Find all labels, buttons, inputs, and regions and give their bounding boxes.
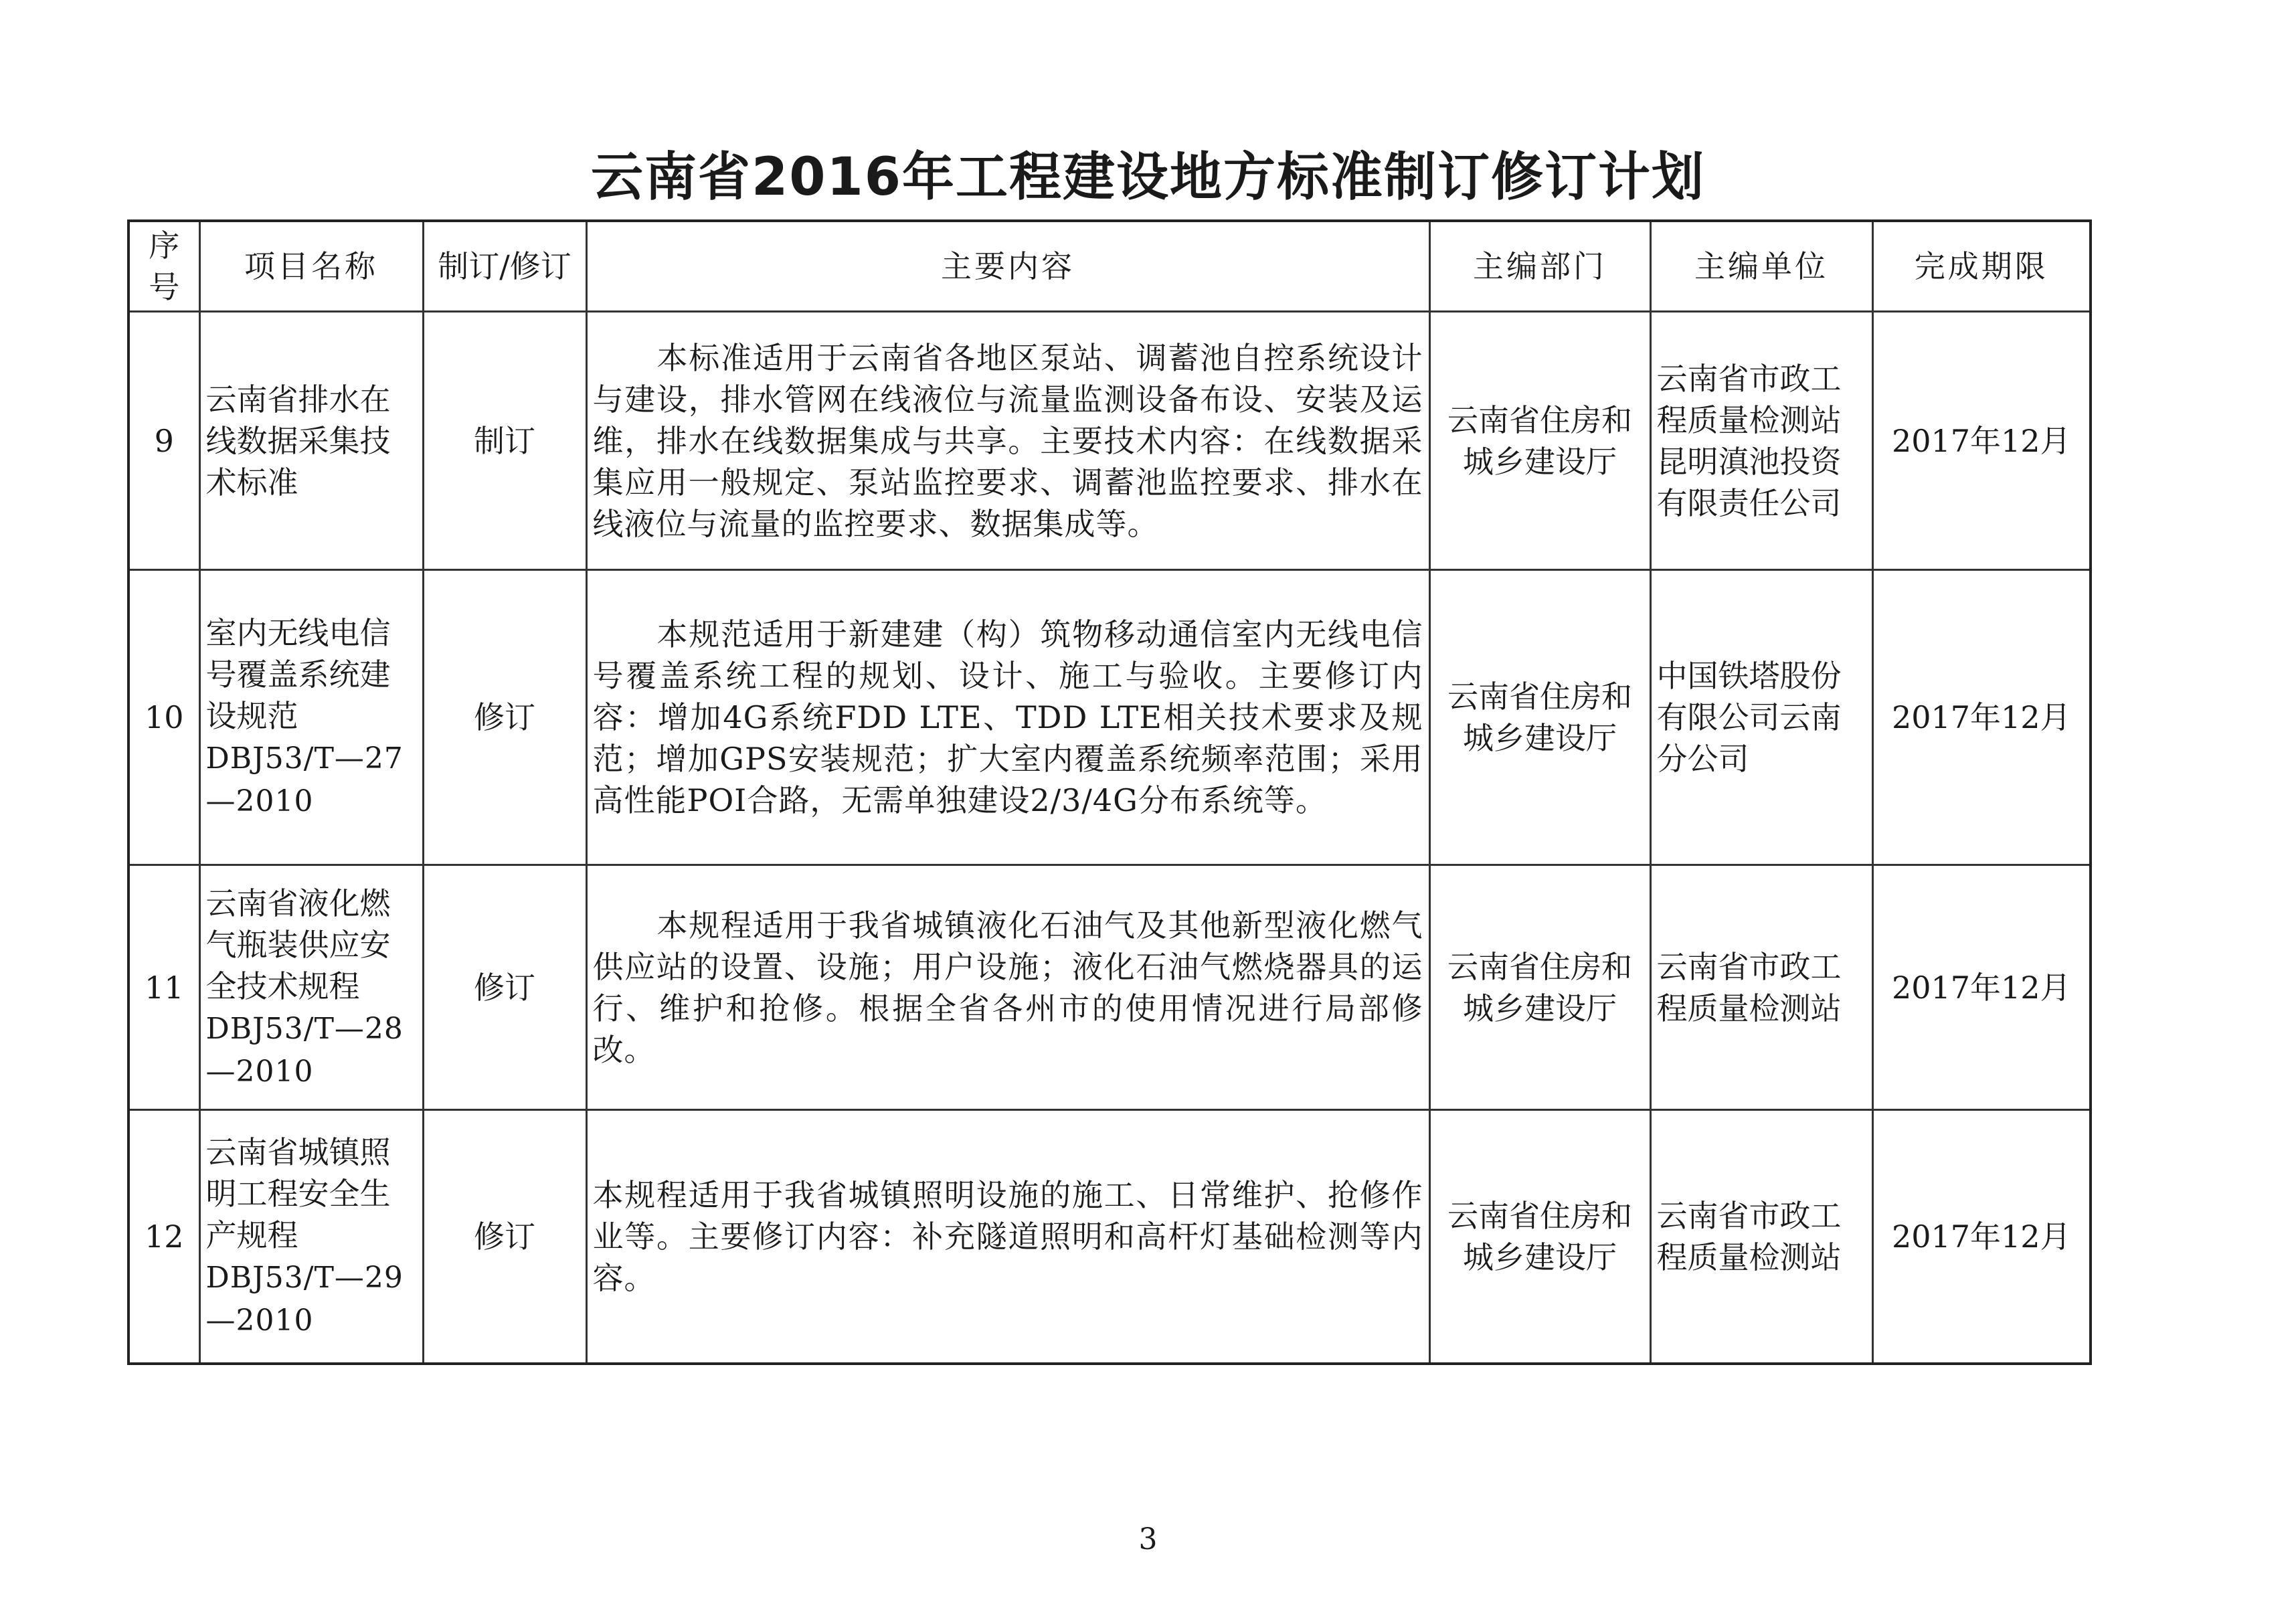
- plan-table: [127, 219, 2092, 1365]
- row-department: 云南省住房和城乡建设厅: [1429, 865, 1650, 1110]
- table-row: [128, 312, 2091, 570]
- row-index: 9: [128, 312, 199, 570]
- header-type: 制订/修订: [423, 221, 586, 312]
- row-deadline: 2017年12月: [1872, 865, 2091, 1110]
- table-row: [128, 570, 2091, 865]
- document-title: 云南省2016年工程建设地方标准制订修订计划: [590, 147, 1706, 207]
- row-content: [586, 570, 1429, 865]
- content-text: 本规程适用于我省城镇照明设施的施工、日常维护、抢修作业等。主要修订内容：补充隧道照明和高杆灯基础检测等内容。: [592, 1177, 1423, 1296]
- project-name: 云南省排水在线数据采集技术标准: [205, 381, 391, 501]
- header-department: 主编部门: [1429, 221, 1650, 312]
- project-code: DBJ53/T—27—2010: [205, 741, 404, 818]
- row-type: 修订: [423, 865, 586, 1110]
- row-type: 修订: [423, 570, 586, 865]
- row-unit: 云南省市政工程质量检测站: [1650, 865, 1872, 1110]
- project-name: 云南省城镇照明工程安全生产规程: [205, 1134, 391, 1253]
- row-deadline: 2017年12月: [1872, 570, 2091, 865]
- row-type: 修订: [423, 1110, 586, 1364]
- content-text: 本规范适用于新建建（构）筑物移动通信室内无线电信号覆盖系统工程的规划、设计、施工与验收。主要修订内容：增加4G系统FDD LTE、TDD LTE相关技术要求及规范；增加GPS安装规范；扩大室内覆盖系统频率范围；采用高性能POI合路，无需单独建设2/3/4G分布系统等。: [592, 616, 1423, 818]
- row-content: [586, 312, 1429, 570]
- row-content: [586, 865, 1429, 1110]
- header-content: 主要内容: [586, 221, 1429, 312]
- row-unit: 中国铁塔股份有限公司云南分公司: [1650, 570, 1872, 865]
- table-row: [128, 1110, 2091, 1364]
- project-name: 云南省液化燃气瓶装供应安全技术规程: [205, 885, 391, 1004]
- row-index: 12: [128, 1110, 199, 1364]
- project-name: 室内无线电信号覆盖系统建设规范: [205, 615, 391, 734]
- table-header-row: [128, 221, 2091, 312]
- header-project: 项目名称: [199, 221, 423, 312]
- content-text: 本规程适用于我省城镇液化石油气及其他新型液化燃气供应站的设置、设施；用户设施；液化石油气燃烧器具的运行、维护和抢修。根据全省各州市的使用情况进行局部修改。: [592, 907, 1423, 1068]
- row-project: [199, 312, 423, 570]
- row-content: [586, 1110, 1429, 1364]
- row-index: 11: [128, 865, 199, 1110]
- row-department: 云南省住房和城乡建设厅: [1429, 312, 1650, 570]
- header-index: 序号: [128, 221, 199, 312]
- row-deadline: 2017年12月: [1872, 1110, 2091, 1364]
- page-number: 3: [1138, 1522, 1158, 1556]
- row-project: [199, 865, 423, 1110]
- row-department: 云南省住房和城乡建设厅: [1429, 1110, 1650, 1364]
- table-row: [128, 865, 2091, 1110]
- project-code: DBJ53/T—29—2010: [205, 1261, 404, 1338]
- header-unit: 主编单位: [1650, 221, 1872, 312]
- row-deadline: 2017年12月: [1872, 312, 2091, 570]
- row-department: 云南省住房和城乡建设厅: [1429, 570, 1650, 865]
- row-unit: 云南省市政工程质量检测站: [1650, 1110, 1872, 1364]
- row-index: 10: [128, 570, 199, 865]
- header-deadline: 完成期限: [1872, 221, 2091, 312]
- content-text: 本标准适用于云南省各地区泵站、调蓄池自控系统设计与建设，排水管网在线液位与流量监测设备布设、安装及运维，排水在线数据集成与共享。主要技术内容：在线数据采集应用一般规定、泵站监控要求、调蓄池监控要求、排水在线液位与流量的监控要求、数据集成等。: [592, 339, 1423, 542]
- row-project: [199, 1110, 423, 1364]
- project-code: DBJ53/T—28—2010: [205, 1011, 404, 1089]
- row-unit: 云南省市政工程质量检测站昆明滇池投资有限责任公司: [1650, 312, 1872, 570]
- row-type: 制订: [423, 312, 586, 570]
- row-project: [199, 570, 423, 865]
